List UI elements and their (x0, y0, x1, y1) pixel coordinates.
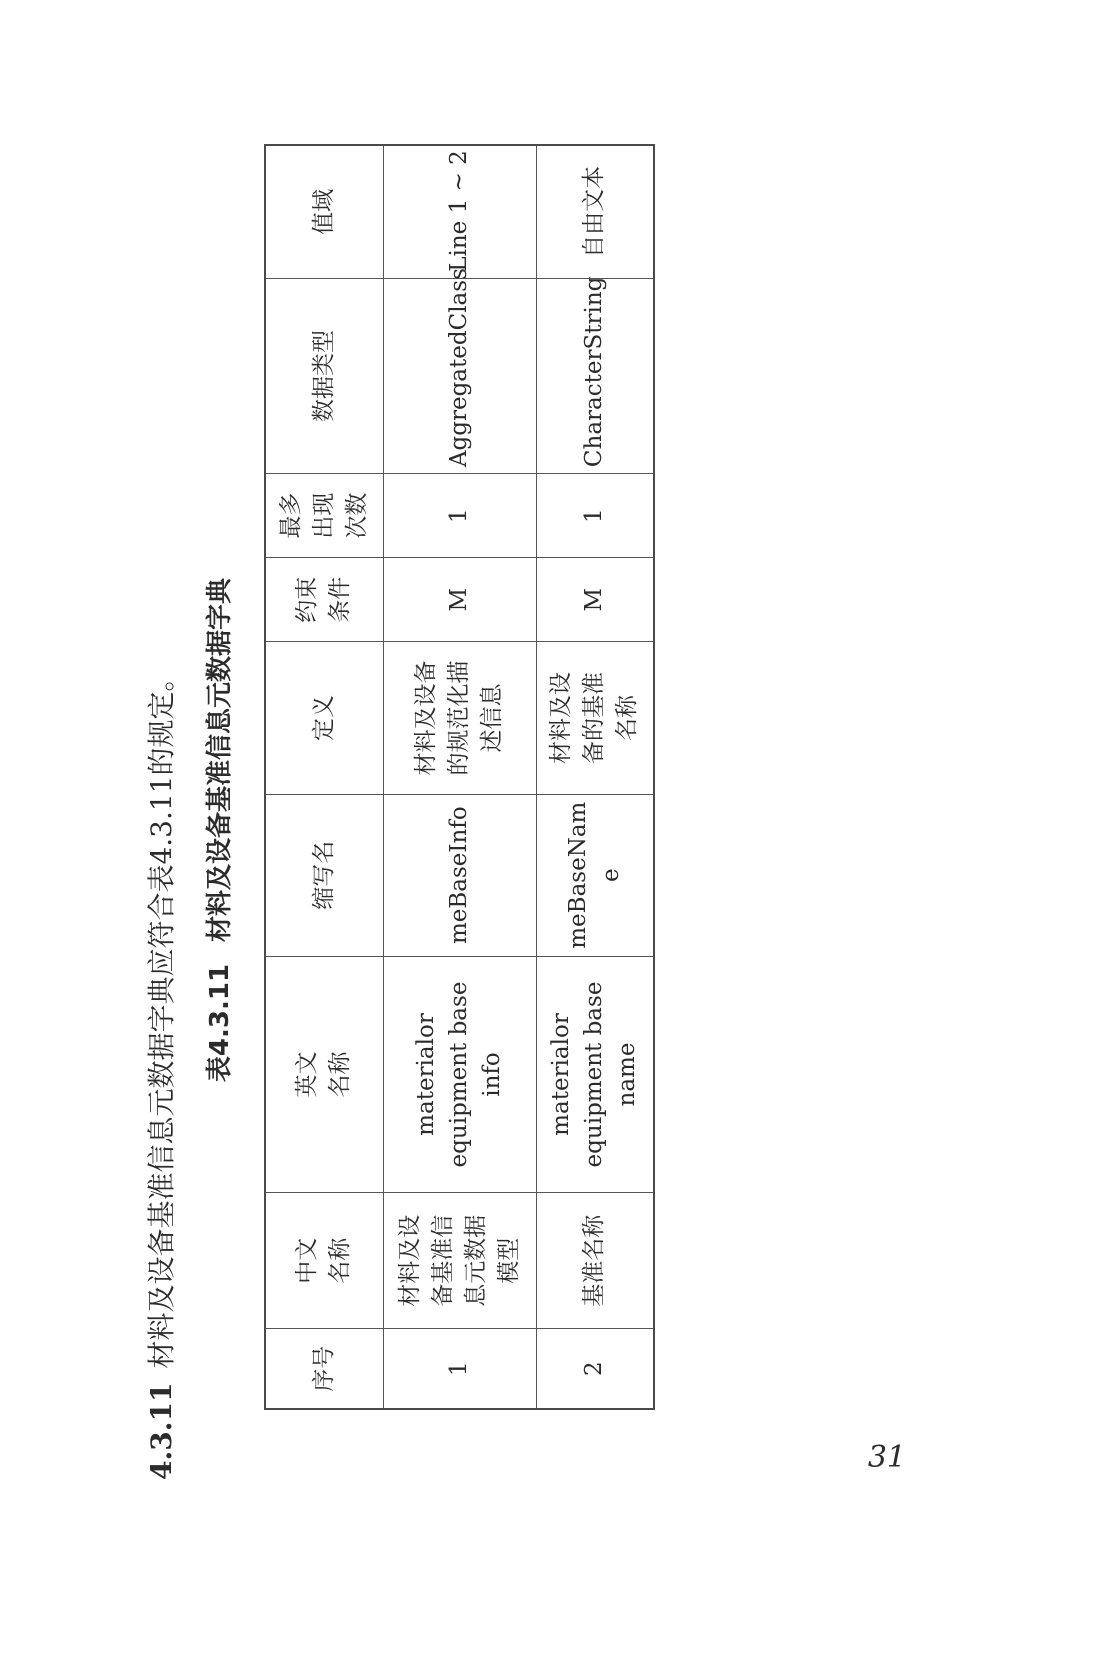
cell-definition: 材料及设备的规范化描述信息 (383, 642, 536, 794)
table-row (383, 145, 536, 1409)
cell-seq: 2 (536, 1329, 654, 1409)
table-row (536, 145, 654, 1409)
header-data-type: 数据类型 (265, 278, 383, 473)
clause-text: 材料及设备基准信息元数据字典应符合表4.3.11的规定。 (145, 663, 178, 1369)
metadata-dictionary-table (264, 144, 655, 1410)
cell-en-name: materialor equipment base info (383, 956, 536, 1192)
header-seq: 序号 (265, 1329, 383, 1409)
cell-abbr: meBaseName (536, 794, 654, 956)
rotated-page-content (140, 150, 680, 1510)
table-caption (200, 150, 240, 1510)
cell-data-type: CharacterString (536, 278, 654, 473)
table-caption-title: 材料及设备基准信息元数据字典 (205, 577, 235, 942)
header-domain: 值域 (265, 145, 383, 278)
cell-data-type: AggregatedClass (383, 278, 536, 473)
cell-constraint: M (536, 558, 654, 642)
page-number: 31 (867, 1440, 906, 1475)
cell-constraint: M (383, 558, 536, 642)
table-header-row (265, 145, 383, 1409)
cell-max-occurs: 1 (536, 474, 654, 558)
cell-definition: 材料及设备的基准名称 (536, 642, 654, 794)
header-constraint: 约束条件 (265, 558, 383, 642)
header-definition: 定义 (265, 642, 383, 794)
clause-paragraph (140, 664, 184, 1481)
header-en-name: 英文名称 (265, 956, 383, 1192)
table-caption-number: 表4.3.11 (205, 963, 235, 1083)
cell-domain: 自由文本 (536, 145, 654, 278)
cell-en-name: materialor equipment base name (536, 956, 654, 1192)
header-abbr: 缩写名 (265, 794, 383, 956)
cell-abbr: meBaseInfo (383, 794, 536, 956)
cell-cn-name: 基准名称 (536, 1193, 654, 1329)
header-max-occurs: 最多出现次数 (265, 474, 383, 558)
cell-cn-name: 材料及设备基准信息元数据模型 (383, 1193, 536, 1329)
cell-max-occurs: 1 (383, 474, 536, 558)
cell-domain: Line 1 ~ 2 (383, 145, 536, 278)
cell-seq: 1 (383, 1329, 536, 1409)
clause-number: 4.3.11 (145, 1382, 178, 1480)
header-cn-name: 中文名称 (265, 1193, 383, 1329)
